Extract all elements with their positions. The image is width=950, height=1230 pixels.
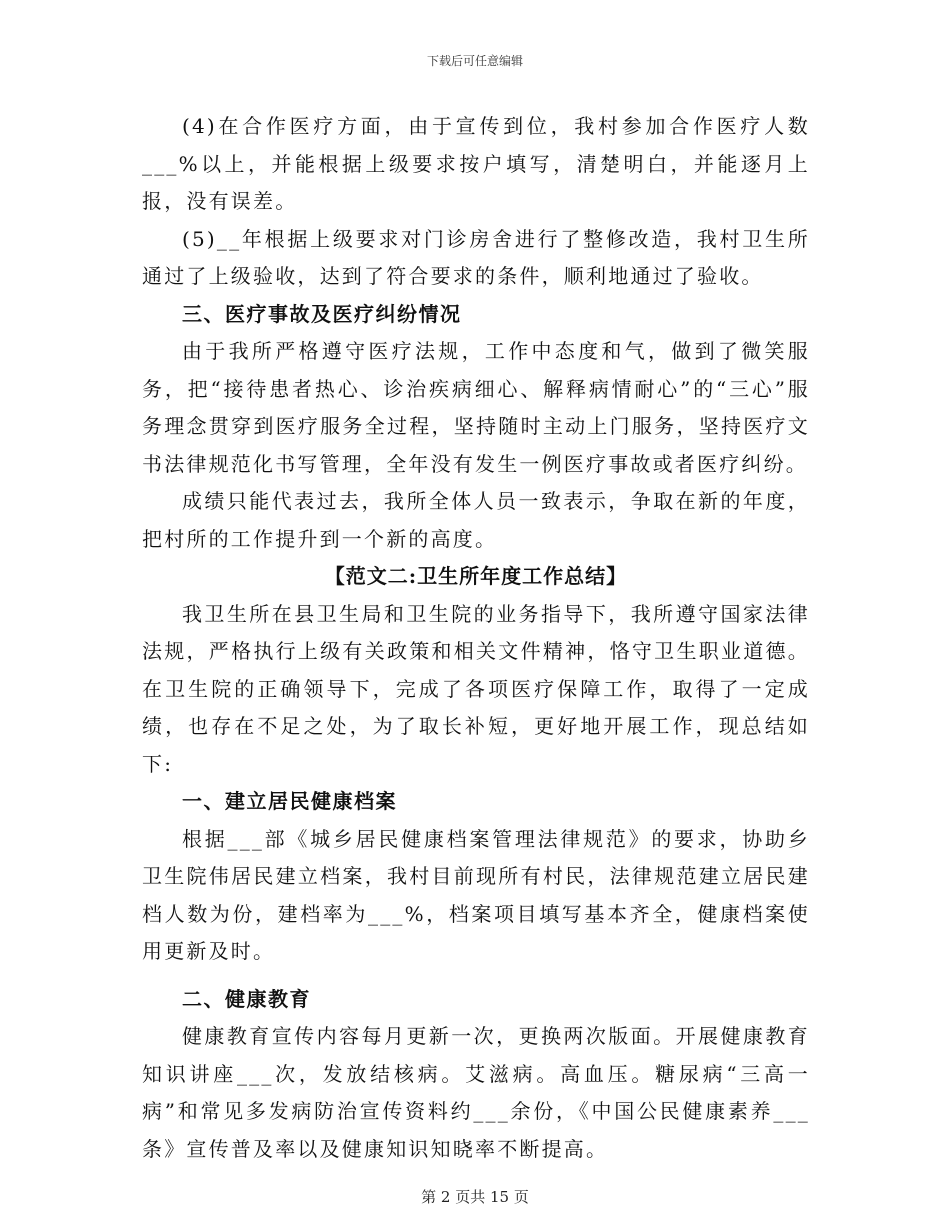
paragraph-medical-incidents: 由于我所严格遵守医疗法规，工作中态度和气，做到了微笑服务，把“接待患者热心、诊治疾病细心、解释病情耐心”的“三心”服务理念贯穿到医疗服务全过程，坚持随时主动上门服务，坚持医疗文书法律规范化书写管理，全年没有发生一例医疗事故或者医疗纠纷。 xyxy=(142,339,810,476)
section-heading-2: 二、健康教育 xyxy=(182,986,311,1011)
page-footer: 第 2 页共 15 页 xyxy=(421,1188,529,1206)
paragraph-closing: 成绩只能代表过去，我所全体人员一致表示，争取在新的年度，把村所的工作提升到一个新的高度。 xyxy=(142,489,810,551)
paragraph-health-education: 健康教育宣传内容每月更新一次，更换两次版面。开展健康教育知识讲座___次，发放结核病。艾滋病。高血压。糖尿病“三高一病”和常见多发病防治宣传资料约___余份，《中国公民健康素养___条》宣传普及率以及健康知识知晓率不断提高。 xyxy=(142,1024,810,1161)
page-header: 下载后可任意编辑 xyxy=(426,54,523,68)
section-heading-3: 三、医疗事故及医疗纠纷情况 xyxy=(182,301,462,326)
paragraph-intro: 我卫生所在县卫生局和卫生院的业务指导下，我所遵守国家法律法规，严格执行上级有关政策和相关文件精神，恪守卫生职业道德。在卫生院的正确领导下，完成了各项医疗保障工作，取得了一定成绩，也存在不足之处，为了取长补短，更好地开展工作，现总结如下: xyxy=(142,601,810,776)
section-heading-1: 一、建立居民健康档案 xyxy=(182,789,397,813)
document-body xyxy=(142,108,810,1168)
paragraph-4: (4)在合作医疗方面，由于宣传到位，我村参加合作医疗人数___%以上，并能根据上级要求按户填写，清楚明白，并能逐月上报，没有误差。 xyxy=(142,114,810,213)
paragraph-5: (5)__年根据上级要求对门诊房舍进行了整修改造，我村卫生所通过了上级验收，达到了符合要求的条件，顺利地通过了验收。 xyxy=(142,226,810,288)
paragraph-health-records: 根据___部《城乡居民健康档案管理法律规范》的要求，协助乡卫生院伟居民建立档案，我村目前现所有村民，法律规范建立居民建档人数为份，建档率为___%，档案项目填写基本齐全，健康档案使用更新及时。 xyxy=(142,826,810,963)
sample-two-title: 【范文二:卫生所年度工作总结】 xyxy=(324,564,628,588)
spacer xyxy=(142,971,810,981)
